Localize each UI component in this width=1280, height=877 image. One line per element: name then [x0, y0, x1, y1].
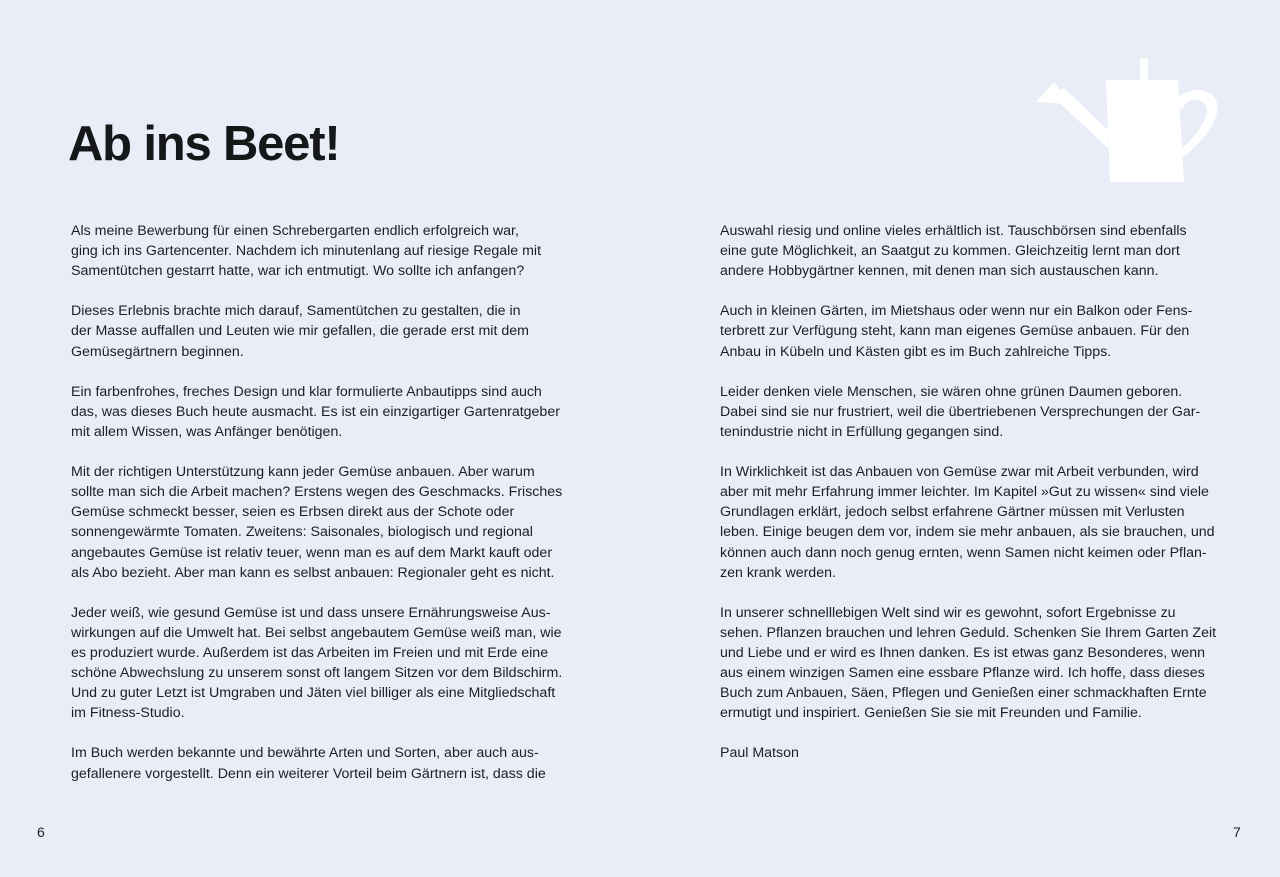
text-line: Im Buch werden bekannte und bewährte Arten und Sorten, aber auch aus- [71, 745, 539, 762]
text-line: eine gute Möglichkeit, an Saatgut zu kommen. Gleichzeitig lernt man dort [720, 243, 1180, 260]
watering-can-icon [1030, 52, 1230, 192]
page-number-right: 7 [1233, 824, 1241, 840]
text-line: gefallenere vorgestellt. Denn ein weiterer Vorteil beim Gärtnern ist, dass die [71, 765, 546, 782]
text-line: Ein farbenfrohes, freches Design und klar formulierte Anbautipps sind auch [71, 383, 542, 400]
text-line: Auch in kleinen Gärten, im Mietshaus oder wenn nur ein Balkon oder Fens- [720, 303, 1193, 320]
paragraph [720, 382, 1220, 442]
text-line: angebautes Gemüse ist relativ teuer, wenn man es auf dem Markt kauft oder [71, 544, 553, 561]
text-line: sollte man sich die Arbeit machen? Erstens wegen des Geschmacks. Frisches [71, 484, 563, 501]
text-line: andere Hobbygärtner kennen, mit denen man sich austauschen kann. [720, 263, 1159, 280]
paragraph [720, 221, 1220, 281]
left-text-column [71, 221, 571, 804]
text-line: Mit der richtigen Unterstützung kann jeder Gemüse anbauen. Aber warum [71, 464, 535, 481]
text-line: zen krank werden. [720, 564, 836, 581]
text-line: ging ich ins Gartencenter. Nachdem ich minutenlang auf riesige Regale mit [71, 243, 542, 260]
text-line: Jeder weiß, wie gesund Gemüse ist und dass unsere Ernährungsweise Aus- [71, 604, 551, 621]
text-line: Anbau in Kübeln und Kästen gibt es im Buch zahlreiche Tipps. [720, 343, 1112, 360]
paragraph [71, 462, 571, 583]
text-line: Auswahl riesig und online vieles erhältlich ist. Tauschbörsen sind ebenfalls [720, 223, 1187, 239]
text-line: und Liebe und er wird es Ihnen danken. Es ist etwas ganz Besonderes, wenn [720, 644, 1206, 661]
paragraph [720, 603, 1220, 724]
text-line: In Wirklichkeit ist das Anbauen von Gemüse zwar mit Arbeit verbunden, wird [720, 464, 1199, 481]
text-line: als Abo bezieht. Aber man kann es selbst anbauen: Regionaler geht es nicht. [71, 564, 555, 581]
text-line: das, was dieses Buch heute ausmacht. Es ist ein einzigartiger Gartenratgeber [71, 403, 560, 420]
text-line: terbrett zur Verfügung steht, kann man eigenes Gemüse anbauen. Für den [720, 323, 1190, 340]
text-line: ermutigt und inspiriert. Genießen Sie sie mit Freunden und Familie. [720, 705, 1142, 722]
page-title: Ab ins Beet! [68, 117, 340, 171]
text-line: im Fitness-Studio. [71, 705, 185, 722]
text-line: Leider denken viele Menschen, sie wären ohne grünen Daumen geboren. [720, 383, 1183, 400]
paragraph [720, 743, 1220, 763]
text-line: Dieses Erlebnis brachte mich darauf, Samentütchen zu gestalten, die in [71, 303, 521, 320]
text-line: Paul Matson [720, 745, 799, 762]
text-line: tenindustrie nicht in Erfüllung gegangen sind. [720, 423, 1004, 440]
text-line: wirkungen auf die Umwelt hat. Bei selbst angebautem Gemüse weiß man, wie [71, 624, 562, 641]
text-line: sehen. Pflanzen brauchen und lehren Geduld. Schenken Sie Ihrem Garten Zeit [720, 624, 1217, 641]
page-number-left: 6 [37, 824, 45, 840]
text-line: Dabei sind sie nur frustriert, weil die übertriebenen Versprechungen der Gar- [720, 403, 1201, 420]
text-line: schöne Abwechslung zu unserem sonst oft langem Sitzen vor dem Bildschirm. [71, 665, 563, 682]
text-line: der Masse auffallen und Leuten wie mir gefallen, die gerade erst mit dem [71, 323, 529, 340]
text-line: Samentütchen gestarrt hatte, war ich entmutigt. Wo sollte ich anfangen? [71, 263, 525, 280]
paragraph [71, 221, 571, 281]
text-line: Grundlagen erklärt, jedoch selbst erfahrene Gärtner müssen mit Verlusten [720, 504, 1185, 521]
text-line: leben. Einige beugen dem vor, indem sie mehr anbauen, als sie brauchen, und [720, 524, 1215, 541]
paragraph [720, 462, 1220, 583]
paragraph [71, 301, 571, 361]
paragraph [71, 603, 571, 724]
text-line: Buch zum Anbauen, Säen, Pflegen und Genießen einer schmackhaften Ernte [720, 685, 1207, 702]
text-line: aus einem winzigen Samen eine essbare Pflanze wird. Ich hoffe, dass dieses [720, 665, 1205, 682]
text-line: Als meine Bewerbung für einen Schrebergarten endlich erfolgreich war, [71, 223, 519, 239]
paragraph [71, 743, 571, 783]
paragraph [71, 382, 571, 442]
text-line: Und zu guter Letzt ist Umgraben und Jäten viel billiger als eine Mitgliedschaft [71, 685, 556, 702]
right-text-column [720, 221, 1220, 784]
text-line: Gemüsegärtnern beginnen. [71, 343, 244, 360]
text-line: mit allem Wissen, was Anfänger benötigen. [71, 423, 343, 440]
text-line: Gemüse schmeckt besser, seien es Erbsen direkt aus der Schote oder [71, 504, 515, 521]
text-line: aber mit mehr Erfahrung immer leichter. Im Kapitel »Gut zu wissen« sind viele [720, 484, 1209, 501]
text-line: sonnengewärmte Tomaten. Zweitens: Saisonales, biologisch und regional [71, 524, 533, 541]
text-line: es produziert wurde. Außerdem ist das Arbeiten im Freien und mit Erde eine [71, 644, 549, 661]
text-line: In unserer schnelllebigen Welt sind wir es gewohnt, sofort Ergebnisse zu [720, 604, 1176, 621]
text-line: können auch dann noch genug ernten, wenn Samen nicht keimen oder Pflan- [720, 544, 1207, 561]
paragraph [720, 301, 1220, 361]
